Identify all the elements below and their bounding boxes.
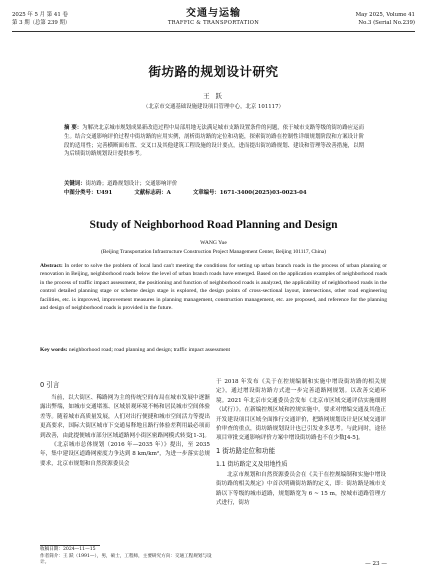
- keywords-cn-label: 关键词：: [64, 181, 86, 187]
- page-number: — 23 —: [365, 561, 387, 567]
- section-1-heading: 1 街坊路定位和功能: [216, 446, 276, 455]
- classification-row: [64, 189, 364, 197]
- abstract-cn-label: 摘 要：: [64, 125, 83, 131]
- author-bio: 作者简介：王 跃（1991—），男，硕士，工程师，主要研究方向：交通工程规划与设计。: [40, 553, 212, 566]
- body-paragraph: 于 2018 年发布《关于在控规编制和实施中增设街坊路的相关规定》，通过增设街坊路方式进一步完善道路网规划。以改善交通环境。2021 年北京市交通委员会发布《北京市区域交通评估实施细则（试行）》。在新编控规区域和控规实施中，要求对增编交通及其他正开发建设项目区域全面推行交通评价，把路网规划设计是区域交通评价审查的重点，街坊路规划设计也已引发业多思考。与此同时，途径项目审批交通影响评价方案中增设街坊路也不在少数[4-5]。: [216, 379, 386, 442]
- article-title-en: Study of Neighborhood Road Planning and Design: [89, 219, 338, 231]
- keywords-cn-text: 街坊路；道路规划设计；交通影响评价: [85, 181, 178, 187]
- affiliation-en: (Beijing Transportation Infrastructure Construction Project Management Center, Beijing 101117, China): [101, 249, 326, 255]
- header-issue-number: 第 3 期（总第 239 期）: [12, 19, 71, 26]
- footnote: [40, 547, 212, 567]
- keywords-en-text: neighborhood road; road planning and design; traffic impact assessment: [68, 347, 231, 353]
- section-0-heading: 0 引言: [40, 381, 60, 389]
- body-paragraph: 《北京城市总体规划（2016 年—2035 年）》提出，至 2035 年，集中建设区道路网密度力争达到 8 km/km²，为进一步落实总规要求，北京市规划和自然资源委员会: [40, 442, 210, 467]
- keywords-en-label: Key words:: [40, 347, 68, 353]
- header-volume-en: May 2025, Volume 41: [355, 12, 415, 18]
- affiliation-cn: （北京市交通基础设施建设项目管理中心，北京 101117）: [143, 104, 284, 110]
- footnote-divider: [40, 545, 100, 546]
- journal-name-cn: 交通与运输: [186, 8, 241, 19]
- header-issue-en: [356, 12, 415, 27]
- abstract-cn: [64, 124, 364, 159]
- body-column-left: [40, 378, 210, 469]
- header-divider: [12, 31, 415, 32]
- author-en: WANG Yue: [200, 240, 227, 246]
- body-column-right: [216, 378, 386, 508]
- article-number: 文章编号：1671-3400(2025)03-0023-04: [192, 190, 307, 196]
- abstract-en: [40, 262, 387, 312]
- header-issue-date: 2025 年 5 月 第 41 卷: [12, 12, 68, 18]
- keywords-en: [40, 346, 387, 354]
- body-paragraph: 当前，以大街区、稀路网为主的传统空间布局在城市发展中逐渐露出弊端，如城市交通堵塞、区域景观环境不畅和居民城市空间体验差等。随着城市高质量发展，人们对出行便捷和城市空间活力等提出更高要求，国际大街区城市下交通易释地且路行体验差利用最必项而到改善，由此提便城市部分区域道路网小街区密路网模式转变[1-3]。: [40, 395, 210, 439]
- header-serial-en: No.3 (Serial No.239): [358, 19, 415, 26]
- author-cn: 王 跃: [203, 92, 224, 100]
- abstract-en-text: In order to solve the problem of local land can't meeting the conditions for setting up urban branch roads in the process of urban planning or renovation in Beijing, neighborhood roads below the level of urban branch roads have emerged. Based on the application examples of neighborhood roads in the process of traffic impact assessment, the positioning and function of neighborhood roads is analyzed, the applicability of neighborhood roads in the control detailed planning stage or scheme design stage is explored, the design points of cross-sectional layout, intersections, other road engineering facilities, etc. is improved, improvement measures in planning management, construction management, etc. are proposed, and reference for the planning and design of neighborhood roads is provided in the future.: [40, 263, 387, 312]
- abstract-en-label: Abstract:: [40, 263, 63, 269]
- body-paragraph: 北京市规划和自然资源委员会在《关于在控规编制和实施中增设街坊路的相关规定》中首次明确街坊路的定义，即：街坊路是城市支路以下等级的城市道路，规划路宽为 6 ~ 15 m，按城市道路管理方式进行，街坊: [216, 471, 386, 507]
- keywords-cn: [64, 180, 364, 188]
- received-date: 收稿日期：2024—11—15: [40, 547, 96, 552]
- subsection-1-1-heading: 1.1 街坊路定义及用地性质: [216, 460, 288, 468]
- article-title-cn: 街坊路的规划设计研究: [148, 64, 279, 79]
- journal-name-en: TRAFFIC & TRANSPORTATION: [167, 20, 260, 26]
- clc-number: 中图分类号：U491: [64, 190, 113, 196]
- abstract-cn-text: 为解决北京城市规划成果新改造过程中局部用地无法满足城市支路设置条件的问题，依于城市支路等级的街坊路应运而生。结合交通影响评价过程中街坊路的应用实例，剖析街坊路的定位和功能，探索街坊路在控制性详细规划阶段和方案设计阶段的适用性；完善横断面布置、交叉口及其他建筑工程设施的设计要点，进而提出街坊路规划、建设和管理等改善措施，以期为后续街坊路规划设计提供参考。: [64, 125, 364, 158]
- document-code: 文献标志码：A: [134, 190, 171, 196]
